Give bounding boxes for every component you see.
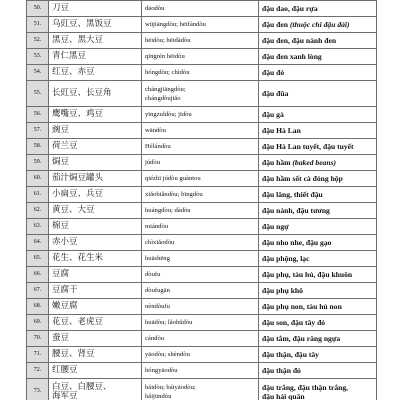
chinese-term <box>49 139 142 155</box>
pinyin-text: júdòu <box>145 159 161 166</box>
pinyin-text: wūjiāngdòu; hēifàndòu <box>145 21 206 28</box>
chinese-term-text: 白豆、白腰豆、 <box>52 381 112 392</box>
chinese-term-text: 嫩豆腐 <box>52 301 78 311</box>
row-number <box>27 379 49 400</box>
pinyin-text: xiǎobiǎndòu; bīngdòu <box>145 191 203 198</box>
chinese-term-text: 乌豇豆、黑饭豆 <box>52 19 112 29</box>
vietnamese-meaning <box>259 283 377 299</box>
row-number <box>27 33 49 49</box>
pinyin-text: hēidòu; hēidàdòu <box>145 37 191 44</box>
chinese-term-text: 赤小豆 <box>52 237 78 247</box>
chinese-term-text: 鹰嘴豆、鸡豆 <box>52 109 104 119</box>
pinyin-text: chángdòujiǎo <box>145 94 181 102</box>
chinese-term-text: 蚕豆 <box>52 333 70 343</box>
vietnamese-meaning-text: đậu phụ non, tàu hủ non <box>262 302 342 311</box>
pinyin <box>142 251 259 267</box>
chinese-term <box>49 65 142 81</box>
pinyin <box>142 1 259 17</box>
chinese-term <box>49 283 142 299</box>
row-number-text: 51. <box>33 21 42 27</box>
chinese-term-text: 长豇豆、长豆角 <box>52 88 112 98</box>
table-row <box>27 347 377 363</box>
table-row <box>27 123 377 139</box>
vietnamese-meaning <box>259 379 377 400</box>
row-number <box>27 283 49 299</box>
vietnamese-meaning <box>259 1 377 17</box>
pinyin <box>142 65 259 81</box>
vietnamese-meaning-text: đậu đỏ <box>262 68 285 77</box>
row-number-text: 55. <box>33 90 42 96</box>
row-number <box>27 219 49 235</box>
row-number-text: 54. <box>33 69 42 75</box>
row-number-text: 65. <box>33 255 42 261</box>
chinese-term <box>49 171 142 187</box>
row-number-text: 56. <box>33 111 42 117</box>
chinese-term <box>49 267 142 283</box>
row-number-text: 58. <box>33 143 42 149</box>
vietnamese-meaning-text: đậu Hà Lan <box>262 126 301 135</box>
vietnamese-meaning <box>259 17 377 33</box>
chinese-term <box>49 49 142 65</box>
vietnamese-meaning <box>259 107 377 123</box>
row-number-text: 69. <box>33 319 42 325</box>
table-row <box>27 235 377 251</box>
vietnamese-meaning-text: đậu đen xanh lòng <box>262 52 322 61</box>
row-number-text: 50. <box>33 5 42 11</box>
table-row <box>27 267 377 283</box>
vietnamese-meaning <box>259 171 377 187</box>
vietnamese-meaning <box>259 299 377 315</box>
vietnamese-meaning-note: (thuộc chi đậu đải) <box>289 20 350 29</box>
vietnamese-meaning-text: đậu hải quân <box>262 391 305 400</box>
pinyin <box>142 203 259 219</box>
pinyin-text: hǎijūndòu <box>145 392 172 400</box>
chinese-term <box>49 155 142 171</box>
vietnamese-meaning <box>259 251 377 267</box>
vietnamese-meaning-text: đậu lăng, thiết đậu <box>262 190 323 199</box>
vietnamese-meaning-text: đậu thận, đậu tây <box>262 350 319 359</box>
chinese-term-text: 荷兰豆 <box>52 141 78 151</box>
row-number-text: 63. <box>33 223 42 229</box>
vietnamese-meaning-text: đậu gà <box>262 110 284 119</box>
chinese-term-text: 刀豆 <box>52 3 70 13</box>
row-number <box>27 123 49 139</box>
vietnamese-meaning-text: đậu thận đỏ <box>262 366 301 375</box>
pinyin-text: wāndòu <box>145 127 166 134</box>
table-row <box>27 283 377 299</box>
pinyin-text: yīngzuǐdòu; jīdòu <box>145 111 192 118</box>
chinese-term <box>49 235 142 251</box>
row-number <box>27 347 49 363</box>
chinese-term-text: 黑豆、黑大豆 <box>52 35 104 45</box>
chinese-term <box>49 251 142 267</box>
vietnamese-meaning <box>259 139 377 155</box>
chinese-term <box>49 331 142 347</box>
chinese-term <box>49 107 142 123</box>
table-row <box>27 219 377 235</box>
row-number <box>27 155 49 171</box>
row-number <box>27 187 49 203</box>
vietnamese-meaning-text: đậu dao, đậu rựa <box>262 4 318 13</box>
chinese-term-text: 花生、花生米 <box>52 253 104 263</box>
table-row <box>27 299 377 315</box>
table-row <box>27 139 377 155</box>
row-number-text: 64. <box>33 239 42 245</box>
chinese-term <box>49 379 142 400</box>
chinese-term <box>49 299 142 315</box>
vietnamese-meaning <box>259 49 377 65</box>
table-row <box>27 315 377 331</box>
pinyin-text: chìxiǎodòu <box>145 239 175 246</box>
pinyin-text: miándòu <box>145 223 169 230</box>
chinese-term <box>49 187 142 203</box>
chinese-term-text: 豆腐 <box>52 269 70 279</box>
chinese-term <box>49 219 142 235</box>
pinyin <box>142 171 259 187</box>
vietnamese-meaning-text: đậu phộng, lạc <box>262 254 310 263</box>
pinyin <box>142 49 259 65</box>
chinese-term-text: 茄汁焗豆罐头 <box>52 173 104 183</box>
pinyin-text: huādòu; lǎohǔdòu <box>145 319 193 326</box>
vietnamese-meaning <box>259 33 377 49</box>
chinese-term <box>49 33 142 49</box>
pinyin-text: cándòu <box>145 335 165 342</box>
pinyin <box>142 267 259 283</box>
vietnamese-meaning-text: đậu đen, đậu nành đen <box>262 36 337 45</box>
pinyin <box>142 331 259 347</box>
vietnamese-meaning-text: đậu Hà Lan tuyết, đậu tuyết <box>262 142 354 151</box>
pinyin-text: dāodòu <box>145 5 165 12</box>
row-number <box>27 81 49 107</box>
table-row <box>27 81 377 107</box>
table-row <box>27 363 377 379</box>
chinese-term <box>49 17 142 33</box>
chinese-term-text: 豌豆 <box>52 125 70 135</box>
pinyin <box>142 107 259 123</box>
row-number-text: 70. <box>33 335 42 341</box>
vietnamese-meaning-text: đậu hầm sốt cà đóng hộp <box>262 174 343 183</box>
table-row <box>27 251 377 267</box>
vietnamese-meaning-text: đậu tằm, đậu răng ngựa <box>262 334 341 343</box>
row-number-text: 68. <box>33 303 42 309</box>
pinyin <box>142 155 259 171</box>
row-number-text: 52. <box>33 37 42 43</box>
vietnamese-meaning <box>259 155 377 171</box>
chinese-term <box>49 203 142 219</box>
row-number-text: 62. <box>33 207 42 213</box>
row-number <box>27 17 49 33</box>
vietnamese-meaning-text: đậu hầm <box>262 158 291 167</box>
vietnamese-meaning <box>259 267 377 283</box>
row-number-text: 60. <box>33 175 42 181</box>
vocabulary-table-body <box>27 1 377 400</box>
table-row <box>27 49 377 65</box>
pinyin-text: qiézhī júdòu guàntou <box>145 175 201 182</box>
chinese-term <box>49 81 142 107</box>
chinese-term <box>49 315 142 331</box>
pinyin-text: huāshēng <box>145 255 170 262</box>
vietnamese-meaning-text: đậu ngự <box>262 222 289 231</box>
vietnamese-meaning <box>259 219 377 235</box>
row-number <box>27 331 49 347</box>
pinyin-text: yāodòu; shèndòu <box>145 351 190 358</box>
vietnamese-meaning <box>259 187 377 203</box>
table-row <box>27 1 377 17</box>
table-row <box>27 187 377 203</box>
table-row <box>27 17 377 33</box>
pinyin-text: dòufu <box>145 271 161 278</box>
chinese-term-text: 花豆、老虎豆 <box>52 317 104 327</box>
row-number-text: 72. <box>33 367 42 373</box>
row-number-text: 59. <box>33 159 42 165</box>
pinyin-text: dòufugān <box>145 287 170 294</box>
pinyin-text: qīngrén hēidòu <box>145 53 185 60</box>
vietnamese-meaning-text: đậu đen <box>262 20 288 29</box>
vietnamese-meaning <box>259 123 377 139</box>
vietnamese-meaning-text: đậu son, đậu tây đỏ <box>262 318 326 327</box>
row-number-text: 66. <box>33 271 42 277</box>
chinese-term <box>49 123 142 139</box>
row-number-text: 71. <box>33 351 42 357</box>
vietnamese-meaning-text: đậu trắng, đậu thận trắng, <box>262 382 349 392</box>
vocabulary-table <box>26 0 377 400</box>
vietnamese-meaning <box>259 331 377 347</box>
vietnamese-meaning-text: đậu nho nhe, đậu gạo <box>262 238 332 247</box>
row-number <box>27 267 49 283</box>
vietnamese-meaning-text: đậu nành, đậu tương <box>262 206 330 215</box>
row-number-text: 67. <box>33 287 42 293</box>
chinese-term-text: 腰豆、肾豆 <box>52 349 95 359</box>
row-number <box>27 251 49 267</box>
pinyin <box>142 219 259 235</box>
row-number <box>27 171 49 187</box>
vietnamese-meaning <box>259 315 377 331</box>
row-number <box>27 65 49 81</box>
chinese-term-text: 焗豆 <box>52 157 70 167</box>
pinyin <box>142 283 259 299</box>
table-row <box>27 331 377 347</box>
chinese-term <box>49 1 142 17</box>
table-row <box>27 379 377 400</box>
row-number <box>27 235 49 251</box>
chinese-term-text: 豆腐干 <box>52 285 78 295</box>
chinese-term-text: 红豆、赤豆 <box>52 67 95 77</box>
chinese-term <box>49 363 142 379</box>
pinyin <box>142 81 259 107</box>
pinyin <box>142 235 259 251</box>
pinyin-text: Hélándòu <box>145 143 171 150</box>
table-row <box>27 203 377 219</box>
pinyin <box>142 299 259 315</box>
row-number <box>27 1 49 17</box>
chinese-term-text: 红腰豆 <box>52 365 78 375</box>
pinyin <box>142 347 259 363</box>
row-number <box>27 203 49 219</box>
chinese-term-text: 海军豆 <box>52 390 78 400</box>
pinyin-text: hóngdòu; chìdòu <box>145 69 190 76</box>
pinyin-text: chángjiāngdòu; <box>145 85 186 93</box>
pinyin <box>142 123 259 139</box>
table-row <box>27 107 377 123</box>
row-number-text: 61. <box>33 191 42 197</box>
chinese-term-text: 黄豆、大豆 <box>52 205 95 215</box>
vietnamese-meaning <box>259 81 377 107</box>
vietnamese-meaning <box>259 347 377 363</box>
pinyin-text: hóngyāodòu <box>145 367 178 374</box>
pinyin-text: báidòu; báiyāodòu; <box>145 383 196 391</box>
vietnamese-meaning-text: đậu đũa <box>262 89 289 98</box>
row-number <box>27 363 49 379</box>
vietnamese-meaning-text: đậu phụ, tàu hủ, đậu khuôn <box>262 270 353 279</box>
pinyin <box>142 315 259 331</box>
pinyin-text: huángdòu; dàdòu <box>145 207 191 214</box>
pinyin <box>142 363 259 379</box>
table-row <box>27 33 377 49</box>
row-number-text: 53. <box>33 53 42 59</box>
pinyin-text: nèndòufu <box>145 303 170 310</box>
table-row <box>27 65 377 81</box>
row-number <box>27 299 49 315</box>
pinyin <box>142 379 259 400</box>
pinyin <box>142 17 259 33</box>
chinese-term-text: 棉豆 <box>52 221 70 231</box>
row-number <box>27 139 49 155</box>
chinese-term <box>49 347 142 363</box>
row-number <box>27 315 49 331</box>
row-number <box>27 107 49 123</box>
table-row <box>27 171 377 187</box>
vietnamese-meaning-text: đậu phụ khô <box>262 286 303 295</box>
vietnamese-meaning <box>259 235 377 251</box>
chinese-term-text: 青仁黑豆 <box>52 51 87 61</box>
row-number-text: 57. <box>33 127 42 133</box>
vietnamese-meaning <box>259 203 377 219</box>
table-row <box>27 155 377 171</box>
row-number <box>27 49 49 65</box>
vietnamese-meaning <box>259 363 377 379</box>
vietnamese-meaning-note: (baked beans) <box>292 158 337 167</box>
pinyin <box>142 139 259 155</box>
pinyin <box>142 187 259 203</box>
chinese-term-text: 小扁豆、兵豆 <box>52 189 104 199</box>
row-number-text: 73. <box>33 388 42 394</box>
vietnamese-meaning <box>259 65 377 81</box>
pinyin <box>142 33 259 49</box>
